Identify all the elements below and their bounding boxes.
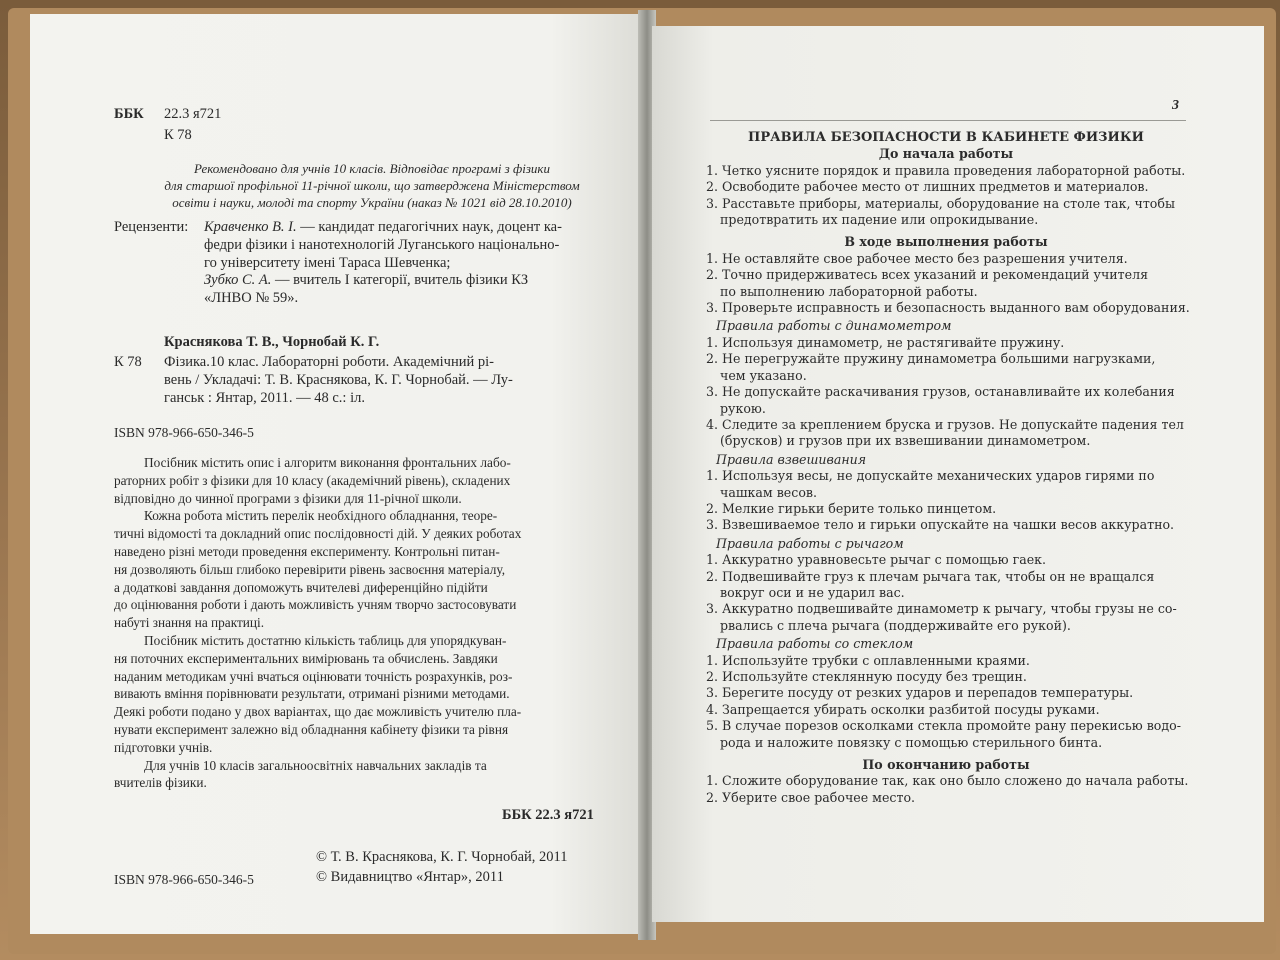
rule-line: 2. Мелкие гирьки берите только пинцетом. — [706, 500, 997, 516]
section-title: До начала работы — [878, 146, 1014, 162]
rule-line: рода и наложите повязку с помощью стерильного бинта. — [720, 734, 1103, 750]
annotation-line: Для учнів 10 класів загальноосвітніх навчальних закладів та — [144, 757, 487, 773]
bbk-label: ББК — [114, 106, 144, 122]
annotation-line: наданим методикам учні вчаться оцінювати точність розрахунків, роз- — [114, 668, 513, 684]
authors: Краснякова Т. В., Чорнобай К. Г. — [164, 334, 380, 350]
annotation-line: до оцінювання роботи і дають можливість учням творчо застосовувати — [114, 597, 517, 613]
rule-line: 2. Не перегружайте пружину динамометра большими нагрузками, — [706, 351, 1156, 367]
rule-line: 3. Проверьте исправность и безопасность выданного вам оборудования. — [706, 300, 1190, 316]
rule-line: предотвратить их падение или опрокидывание. — [720, 212, 1039, 228]
isbn-bottom: ISBN 978-966-650-346-5 — [114, 872, 254, 887]
annotation-line: а додаткові завдання допоможуть вчителеві диференційно підійти — [114, 579, 488, 595]
annotation-line: Посібник містить достатню кількість таблиць для упорядкуван- — [144, 632, 507, 648]
rule-line: 3. Берегите посуду от резких ударов и перепадов температуры. — [706, 685, 1134, 701]
annotation-line: тичні відомості та докладний опис послідовності дій. У деяких роботах — [114, 526, 522, 542]
biblio-line: ганськ : Янтар, 2011. — 48 с.: іл. — [164, 389, 365, 406]
isbn: ISBN 978-966-650-346-5 — [114, 425, 254, 440]
rule-line: 1. Четко уясните порядок и правила проведения лабораторной работы. — [706, 162, 1186, 178]
biblio-line: вень / Укладачі: Т. В. Краснякова, К. Г. Чорнобай. — Лу- — [164, 371, 513, 388]
rule-line: 1. Используйте трубки с оплавленными краями. — [706, 652, 1030, 668]
rule-line: чашкам весов. — [720, 484, 817, 500]
subsection-title: Правила работы со стеклом — [716, 636, 914, 652]
bbk-code: 22.3 я721 — [164, 106, 222, 122]
header-rule — [710, 120, 1186, 121]
reviewer-line: федри фізики і нанотехнологій Луганського національно- — [204, 236, 560, 253]
safety-rules — [706, 130, 1190, 806]
annotation-line: нувати експеримент залежно від обладнання кабінету фізики та рівня — [114, 721, 509, 737]
annotation-line: вивають вміння порівнювати результати, отримані різними методами. — [114, 686, 510, 702]
recommendation-text — [122, 160, 622, 211]
rule-line: рукою. — [720, 400, 766, 416]
k-code-biblio: К 78 — [114, 354, 142, 370]
page-number: 3 — [1172, 98, 1179, 113]
rule-line: чем указано. — [720, 367, 807, 383]
copyright-authors: © Т. В. Краснякова, К. Г. Чорнобай, 2011 — [316, 849, 568, 865]
rule-line: 2. Точно придерживатесь всех указаний и рекомендаций учителя — [706, 267, 1149, 283]
rule-line: 4. Следите за креплением бруска и грузов. Не допускайте падения тел — [706, 416, 1184, 432]
annotation-line: відповідно до чинної програми з фізики для 11-річної школи. — [114, 490, 462, 506]
reviewer-line: го університету імені Тараса Шевченка; — [204, 254, 451, 271]
section-title: По окончанию работы — [862, 757, 1030, 773]
bbk-bottom: ББК 22.3 я721 — [502, 807, 594, 823]
subsection-title: Правила работы с рычагом — [716, 535, 904, 551]
section-title: В ходе выполнения работы — [844, 234, 1048, 250]
rule-line: 1. Используя динамометр, не растягивайте пружину. — [706, 334, 1065, 350]
bibliographic-entry — [164, 354, 614, 407]
annotation-line: підготовки учнів. — [114, 739, 213, 755]
rule-line: 1. Аккуратно уравновесьте рычаг с помощью гаек. — [706, 552, 1047, 568]
reviewer-line: «ЛНВО № 59». — [204, 290, 299, 307]
reviewer-line: Зубко С. А. — вчитель I категорії, вчитель фізики КЗ — [204, 272, 529, 289]
annotation-line: Деякі роботи подано у двох варіантах, що дає можливість учителю пла- — [114, 704, 522, 720]
annotation-line: раторних робіт з фізики для 10 класу (академічний рівень), складених — [114, 472, 511, 488]
left-page — [30, 14, 642, 934]
k-code: К 78 — [164, 127, 192, 143]
rule-line: 3. Не допускайте раскачивания грузов, останавливайте их колебания — [706, 384, 1175, 400]
rule-line: рвались с плеча рычага (поддерживайте его рукой). — [720, 617, 1071, 633]
recommend-line: для старшої профільної 11-річної школи, що затверджена Міністерством — [164, 178, 580, 193]
rule-line: по выполнению лабораторной работы. — [720, 283, 978, 299]
reviewer-line: Кравченко В. І. — кандидат педагогічних наук, доцент ка- — [204, 219, 562, 235]
annotation-line: ня дозволяють більш глибоко перевірити рівень засвоєння матеріалу, — [114, 561, 506, 577]
recommend-line: освіти і науки, молоді та спорту України (наказ № 1021 від 28.10.2010) — [172, 195, 572, 210]
annotation-line: наведено різні методи проведення експерименту. Контрольні питан- — [114, 543, 500, 559]
annotation-line: Кожна робота містить перелік необхідного обладнання, теоре- — [144, 508, 498, 524]
annotation-line: Посібник містить опис і алгоритм виконання фронтальних лабо- — [144, 455, 511, 470]
rule-line: 2. Уберите свое рабочее место. — [706, 789, 916, 805]
right-page — [652, 26, 1264, 922]
rule-line: 1. Сложите оборудование так, как оно было сложено до начала работы. — [706, 773, 1189, 789]
reviewers-label: Рецензенти: — [114, 219, 189, 235]
biblio-line: Фізика.10 клас. Лабораторні роботи. Академічний рі- — [164, 354, 494, 370]
copyright-publisher: © Видавництво «Янтар», 2011 — [316, 869, 504, 885]
annotation — [114, 454, 614, 792]
annotation-line: ня поточних експериментальних вимірювань та обчислень. Завдяки — [114, 650, 498, 666]
reviewers-block — [204, 219, 614, 308]
rule-line: 1. Не оставляйте свое рабочее место без разрешения учителя. — [706, 250, 1128, 266]
rule-line: 4. Запрещается убирать осколки разбитой посуды руками. — [706, 701, 1100, 717]
rule-line: 2. Подвешивайте груз к плечам рычага так, чтобы он не вращался — [706, 568, 1155, 584]
annotation-line: набуті знання на практиці. — [114, 615, 265, 631]
rule-line: 3. Расставьте приборы, материалы, оборудование на столе так, чтобы — [706, 195, 1175, 211]
rule-line: 2. Используйте стеклянную посуду без трещин. — [706, 669, 1027, 684]
rule-line: 2. Освободите рабочее место от лишних предметов и материалов. — [706, 179, 1149, 195]
rule-line: 5. В случае порезов осколками стекла промойте рану перекисью водо- — [706, 718, 1181, 734]
rule-line: 3. Аккуратно подвешивайте динамометр к рычагу, чтобы грузы не со- — [706, 601, 1177, 617]
rule-line: (брусков) и грузов при их взвешивании динамометром. — [720, 433, 1091, 449]
subsection-title: Правила работы с динамометром — [716, 318, 952, 334]
rule-line: 3. Взвешиваемое тело и гирьки опускайте на чашки весов аккуратно. — [706, 517, 1175, 533]
annotation-line: вчителів фізики. — [114, 775, 207, 791]
recommend-line: Рекомендовано для учнів 10 класів. Відповідає програмі з фізики — [193, 161, 550, 176]
rule-line: 1. Используя весы, не допускайте механических ударов гирями по — [706, 468, 1155, 484]
subsection-title: Правила взвешивания — [716, 451, 867, 467]
rules-title: ПРАВИЛА БЕЗОПАСНОСТИ В КАБИНЕТЕ ФИЗИКИ — [748, 130, 1144, 145]
rule-line: вокруг оси и не ударил вас. — [720, 584, 905, 600]
